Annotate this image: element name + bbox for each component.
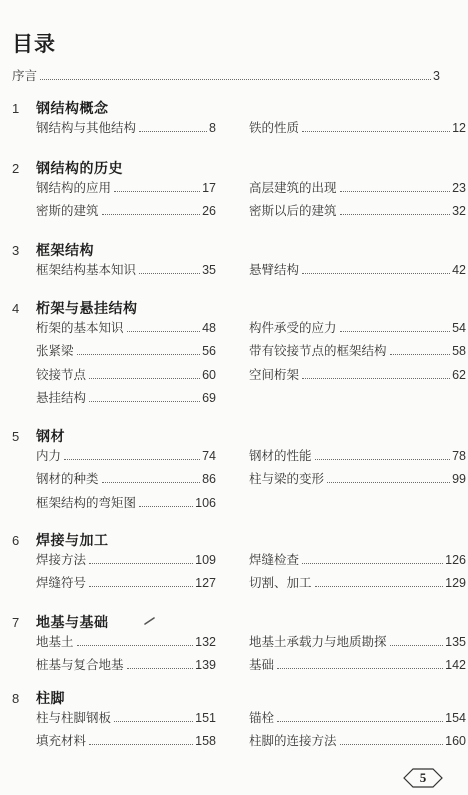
entry-page: 12 <box>452 121 466 135</box>
entry-page: 86 <box>202 472 216 487</box>
entry-page: 129 <box>445 576 466 591</box>
chapter-title: 钢结构概念 <box>36 101 109 117</box>
dot-leader <box>340 331 451 332</box>
chapter-title: 地基与基础 <box>36 615 109 631</box>
chapter-title: 钢结构的历史 <box>36 161 123 177</box>
entry-page: 8 <box>209 121 216 135</box>
toc-entry <box>36 655 216 673</box>
toc-entry <box>36 365 216 383</box>
entry-page: 69 <box>202 390 216 405</box>
entry-page: 35 <box>202 263 216 277</box>
toc-entry <box>36 493 216 511</box>
dot-leader <box>77 645 194 646</box>
entry-page: 62 <box>452 367 466 382</box>
toc-entry <box>249 550 466 568</box>
dot-leader <box>127 331 201 332</box>
entry-page: 99 <box>452 472 466 487</box>
chapter-3 <box>12 240 466 283</box>
chapter-title: 桁架与悬挂结构 <box>36 301 138 317</box>
chapter-number: 6 <box>12 533 20 548</box>
toc-entry <box>36 341 216 359</box>
page-title: 目录 <box>12 32 56 56</box>
entry-text: 焊接方法 <box>36 552 87 567</box>
dot-leader <box>340 214 451 215</box>
chapter-number: 7 <box>12 615 20 630</box>
entry-page: 54 <box>452 321 466 335</box>
dot-leader <box>114 721 193 722</box>
entry-page: 60 <box>202 367 216 382</box>
entry-text: 桁架的基本知识 <box>36 320 124 335</box>
dot-leader <box>340 744 444 745</box>
chapter-4 <box>12 298 466 411</box>
entry-text: 柱与柱脚钢板 <box>36 710 112 725</box>
dot-leader <box>77 354 201 355</box>
toc-entry <box>36 550 216 568</box>
entry-page: 132 <box>195 635 216 649</box>
entry-text: 框架结构的弯矩图 <box>36 494 137 510</box>
entry-text: 焊缝符号 <box>36 575 87 591</box>
chapter-8 <box>12 688 466 755</box>
entry-text: 张紧梁 <box>36 343 74 359</box>
chapter-7 <box>12 612 466 679</box>
chapter-number: 8 <box>12 691 20 706</box>
entry-text: 钢结构与其他结构 <box>36 120 137 135</box>
dot-leader <box>89 378 200 379</box>
toc-entry <box>36 318 216 336</box>
entry-text: 桩基与复合地基 <box>36 657 124 673</box>
dot-leader <box>315 459 451 460</box>
chapter-title: 焊接与加工 <box>36 533 109 549</box>
entry-text: 钢结构的应用 <box>36 180 112 195</box>
entry-text: 框架结构基本知识 <box>36 262 137 277</box>
entry-text: 钢材的种类 <box>36 471 99 487</box>
chapter-5 <box>12 426 466 516</box>
entry-page: 74 <box>202 449 216 463</box>
toc-entry <box>36 260 216 278</box>
entry-text: 柱脚的连接方法 <box>249 733 337 749</box>
dot-leader <box>277 721 443 722</box>
toc-entry <box>36 388 216 406</box>
dot-leader <box>102 482 201 483</box>
entry-text: 悬臂结构 <box>249 262 300 277</box>
toc-entry <box>36 118 216 136</box>
preface-entry <box>12 66 440 84</box>
entry-text: 空间桁架 <box>249 366 300 382</box>
dot-leader <box>139 131 207 132</box>
dot-leader <box>302 273 450 274</box>
dot-leader <box>102 214 201 215</box>
entry-text: 锚栓 <box>249 710 275 725</box>
dot-leader <box>277 668 443 669</box>
toc-entry <box>249 469 466 487</box>
entry-page: 78 <box>452 449 466 463</box>
entry-text: 密斯的建筑 <box>36 203 99 219</box>
dot-leader <box>315 586 444 587</box>
dot-leader <box>89 744 193 745</box>
entry-page: 154 <box>445 711 466 725</box>
entry-page: 158 <box>195 734 216 749</box>
chapter-title: 框架结构 <box>36 243 94 259</box>
entry-page: 42 <box>452 263 466 277</box>
chapter-1 <box>12 98 466 141</box>
entry-text: 构件承受的应力 <box>249 320 337 335</box>
toc-entry <box>36 469 216 487</box>
entry-text: 焊缝检查 <box>249 552 300 567</box>
entry-page: 48 <box>202 321 216 335</box>
toc-entry <box>36 446 216 464</box>
toc-entry <box>249 118 466 136</box>
pencil-mark <box>143 616 157 626</box>
chapter-number: 3 <box>12 243 20 258</box>
dot-leader <box>114 191 200 192</box>
dot-leader <box>139 273 200 274</box>
entry-page: 135 <box>445 635 466 649</box>
entry-text: 地基土承载力与地质勘探 <box>249 634 387 649</box>
dot-leader <box>64 459 200 460</box>
dot-leader <box>302 378 450 379</box>
toc-entry <box>36 731 216 749</box>
toc-entry <box>249 201 466 219</box>
entry-page: 23 <box>452 181 466 195</box>
entry-page: 32 <box>452 204 466 219</box>
entry-text: 铰接节点 <box>36 366 87 382</box>
toc-entry <box>249 341 466 359</box>
entry-page: 109 <box>195 553 216 567</box>
entry-text: 内力 <box>36 448 62 463</box>
preface-label: 序言 <box>12 68 38 83</box>
chapter-number: 1 <box>12 101 20 116</box>
entry-page: 17 <box>202 181 216 195</box>
dot-leader <box>40 79 431 80</box>
toc-entry <box>249 260 466 278</box>
dot-leader <box>89 563 193 564</box>
entry-text: 悬挂结构 <box>36 389 87 405</box>
chapter-number: 4 <box>12 301 20 316</box>
entry-text: 密斯以后的建筑 <box>249 203 337 219</box>
chapter-6 <box>12 530 466 597</box>
entry-text: 高层建筑的出现 <box>249 180 337 195</box>
page-number: 5 <box>419 770 427 785</box>
toc-entry <box>249 365 466 383</box>
entry-page: 142 <box>445 658 466 673</box>
entry-text: 柱与梁的变形 <box>249 471 325 487</box>
entry-text: 切割、加工 <box>249 575 312 591</box>
entry-page: 160 <box>445 734 466 749</box>
dot-leader <box>127 668 194 669</box>
entry-page: 106 <box>195 495 216 510</box>
entry-text: 基础 <box>249 657 275 673</box>
toc-entry <box>36 632 216 650</box>
dot-leader <box>390 354 451 355</box>
dot-leader <box>89 401 200 402</box>
entry-text: 带有铰接节点的框架结构 <box>249 343 387 359</box>
toc-entry <box>36 708 216 726</box>
entry-page: 26 <box>202 204 216 219</box>
entry-text: 地基土 <box>36 634 74 649</box>
toc-entry <box>249 731 466 749</box>
toc-entry <box>249 446 466 464</box>
chapter-title: 柱脚 <box>36 691 65 707</box>
dot-leader <box>302 563 443 564</box>
toc-entry <box>36 573 216 591</box>
dot-leader <box>139 506 193 507</box>
entry-page: 151 <box>195 711 216 725</box>
dot-leader <box>340 191 451 192</box>
chapter-number: 2 <box>12 161 20 176</box>
dot-leader <box>89 586 193 587</box>
chapter-number: 5 <box>12 429 20 444</box>
dot-leader <box>302 131 450 132</box>
dot-leader <box>390 645 444 646</box>
entry-page: 126 <box>445 553 466 567</box>
dot-leader <box>327 482 450 483</box>
toc-entry <box>249 708 466 726</box>
page-number-badge <box>402 766 444 790</box>
toc-entry <box>36 201 216 219</box>
chapter-2 <box>12 158 466 225</box>
toc-entry <box>249 573 466 591</box>
entry-page: 127 <box>195 576 216 591</box>
entry-page: 139 <box>195 658 216 673</box>
entry-page: 58 <box>452 344 466 359</box>
entry-text: 填充材料 <box>36 733 87 749</box>
toc-entry <box>249 632 466 650</box>
toc-entry <box>249 655 466 673</box>
entry-text: 钢材的性能 <box>249 448 312 463</box>
toc-entry <box>249 178 466 196</box>
entry-text: 铁的性质 <box>249 120 300 135</box>
toc-entry <box>249 318 466 336</box>
entry-page: 56 <box>202 344 216 359</box>
toc-entry <box>36 178 216 196</box>
preface-page: 3 <box>433 69 440 83</box>
chapter-title: 钢材 <box>36 429 65 445</box>
